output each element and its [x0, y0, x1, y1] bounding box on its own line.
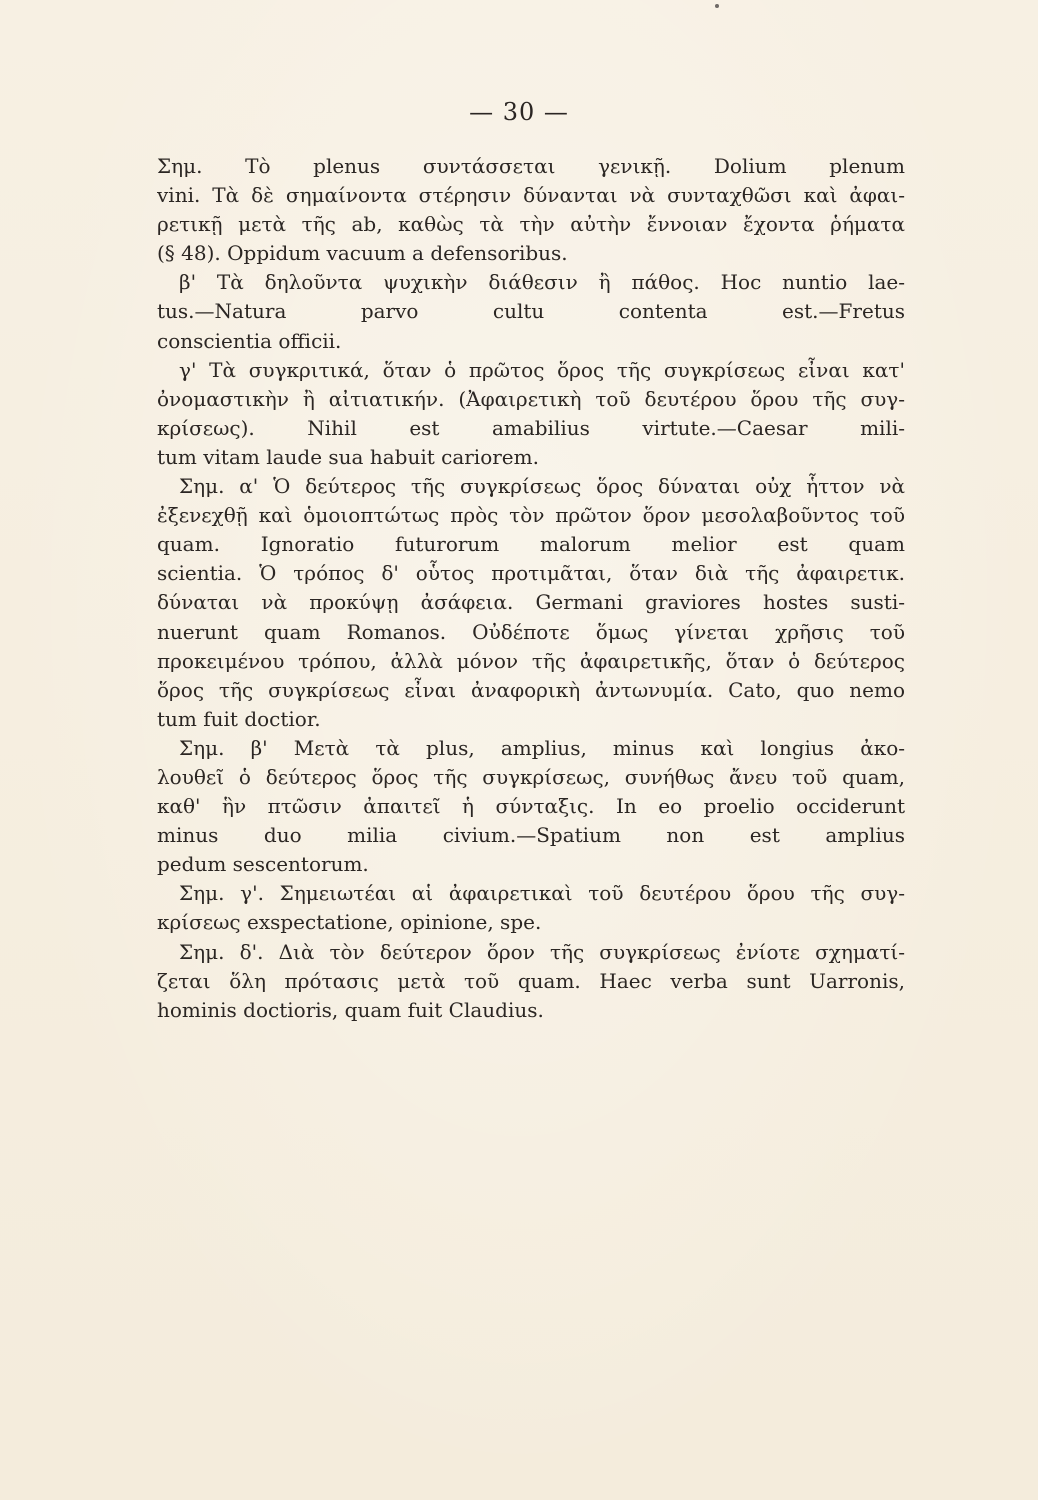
text-line: ἐξενεχθῇ καὶ ὁμοιοπτώτως πρὸς τὸν πρῶτον ὅρον μεσολαβοῦντος τοῦ — [157, 503, 905, 528]
text-line: tum fuit doctior. — [157, 706, 321, 731]
page-number: — 30 — — [469, 98, 569, 126]
text-line: Σημ. γ'. Σημειωτέαι αἱ ἀφαιρετικαὶ τοῦ δευτέρου ὅρου τῆς συγ- — [179, 881, 905, 906]
text-line: Σημ. δ'. Διὰ τὸν δεύτερον ὅρον τῆς συγκρίσεως ἐνίοτε σχηματί- — [179, 939, 905, 964]
text-line: tum vitam laude sua habuit cariorem. — [157, 444, 539, 469]
text-line: κρίσεως). Nihil est amabilius virtute.—Caesar mili- — [157, 415, 905, 440]
text-line: ζεται ὅλη πρότασις μετὰ τοῦ quam. Haec verba sunt Uarronis, — [157, 968, 905, 993]
ink-speck — [715, 4, 719, 8]
text-line: ρετικῇ μετὰ τῆς ab, καθὼς τὰ τὴν αὐτὴν ἔννοιαν ἔχοντα ῥήματα — [157, 212, 905, 237]
text-line: ὀνομαστικὴν ἢ αἰτιατικήν. (Ἀφαιρετικὴ τοῦ δευτέρου ὅρου τῆς συγ- — [157, 386, 905, 411]
text-line: tus.—Natura parvo cultu contenta est.—Fretus — [157, 299, 905, 324]
text-line: δύναται νὰ προκύψῃ ἀσάφεια. Germani graviores hostes susti- — [157, 590, 905, 615]
text-line: καθ' ἣν πτῶσιν ἀπαιτεῖ ἡ σύνταξις. In eo proelio occiderunt — [157, 794, 905, 819]
text-line: κρίσεως exspectatione, opinione, spe. — [157, 910, 542, 935]
text-line: nuerunt quam Romanos. Οὐδέποτε ὅμως γίνεται χρῆσις τοῦ — [157, 619, 905, 644]
text-line: Σημ. β' Μετὰ τὰ plus, amplius, minus καὶ longius ἀκο- — [179, 735, 905, 760]
text-line: scientia. Ὁ τρόπος δ' οὗτος προτιμᾶται, ὅταν διὰ τῆς ἀφαιρετικ. — [157, 561, 905, 586]
text-line: conscientia officii. — [157, 328, 342, 353]
text-line: vini. Τὰ δὲ σημαίνοντα στέρησιν δύνανται νὰ συνταχθῶσι καὶ ἀφαι- — [157, 183, 905, 208]
text-line: pedum sescentorum. — [157, 852, 369, 877]
body-text — [157, 152, 905, 1025]
text-line: minus duo milia civium.—Spatium non est amplius — [157, 823, 905, 848]
text-line: (§ 48). Oppidum vacuum a defensoribus. — [157, 241, 568, 266]
text-line: ὅρος τῆς συγκρίσεως εἶναι ἀναφορικὴ ἀντωνυμία. Cato, quo nemo — [157, 677, 905, 702]
text-line: προκειμένου τρόπου, ἀλλὰ μόνον τῆς ἀφαιρετικῆς, ὅταν ὁ δεύτερος — [157, 648, 905, 673]
text-line: γ' Τὰ συγκριτικά, ὅταν ὁ πρῶτος ὅρος τῆς συγκρίσεως εἶναι κατ' — [179, 357, 905, 382]
text-line: Σημ. α' Ὁ δεύτερος τῆς συγκρίσεως ὅρος δύναται οὐχ ἧττον νὰ — [179, 474, 905, 499]
text-line: quam. Ignoratio futurorum malorum melior est quam — [157, 532, 905, 557]
text-line: Σημ. Τὸ plenus συντάσσεται γενικῇ. Dolium plenum — [157, 154, 905, 178]
text-line: λουθεῖ ὁ δεύτερος ὅρος τῆς συγκρίσεως, συνήθως ἄνευ τοῦ quam, — [157, 764, 905, 789]
text-line: β' Τὰ δηλοῦντα ψυχικὴν διάθεσιν ἢ πάθος. Hoc nuntio lae- — [179, 270, 905, 295]
text-line: hominis doctioris, quam fuit Claudius. — [157, 997, 544, 1022]
